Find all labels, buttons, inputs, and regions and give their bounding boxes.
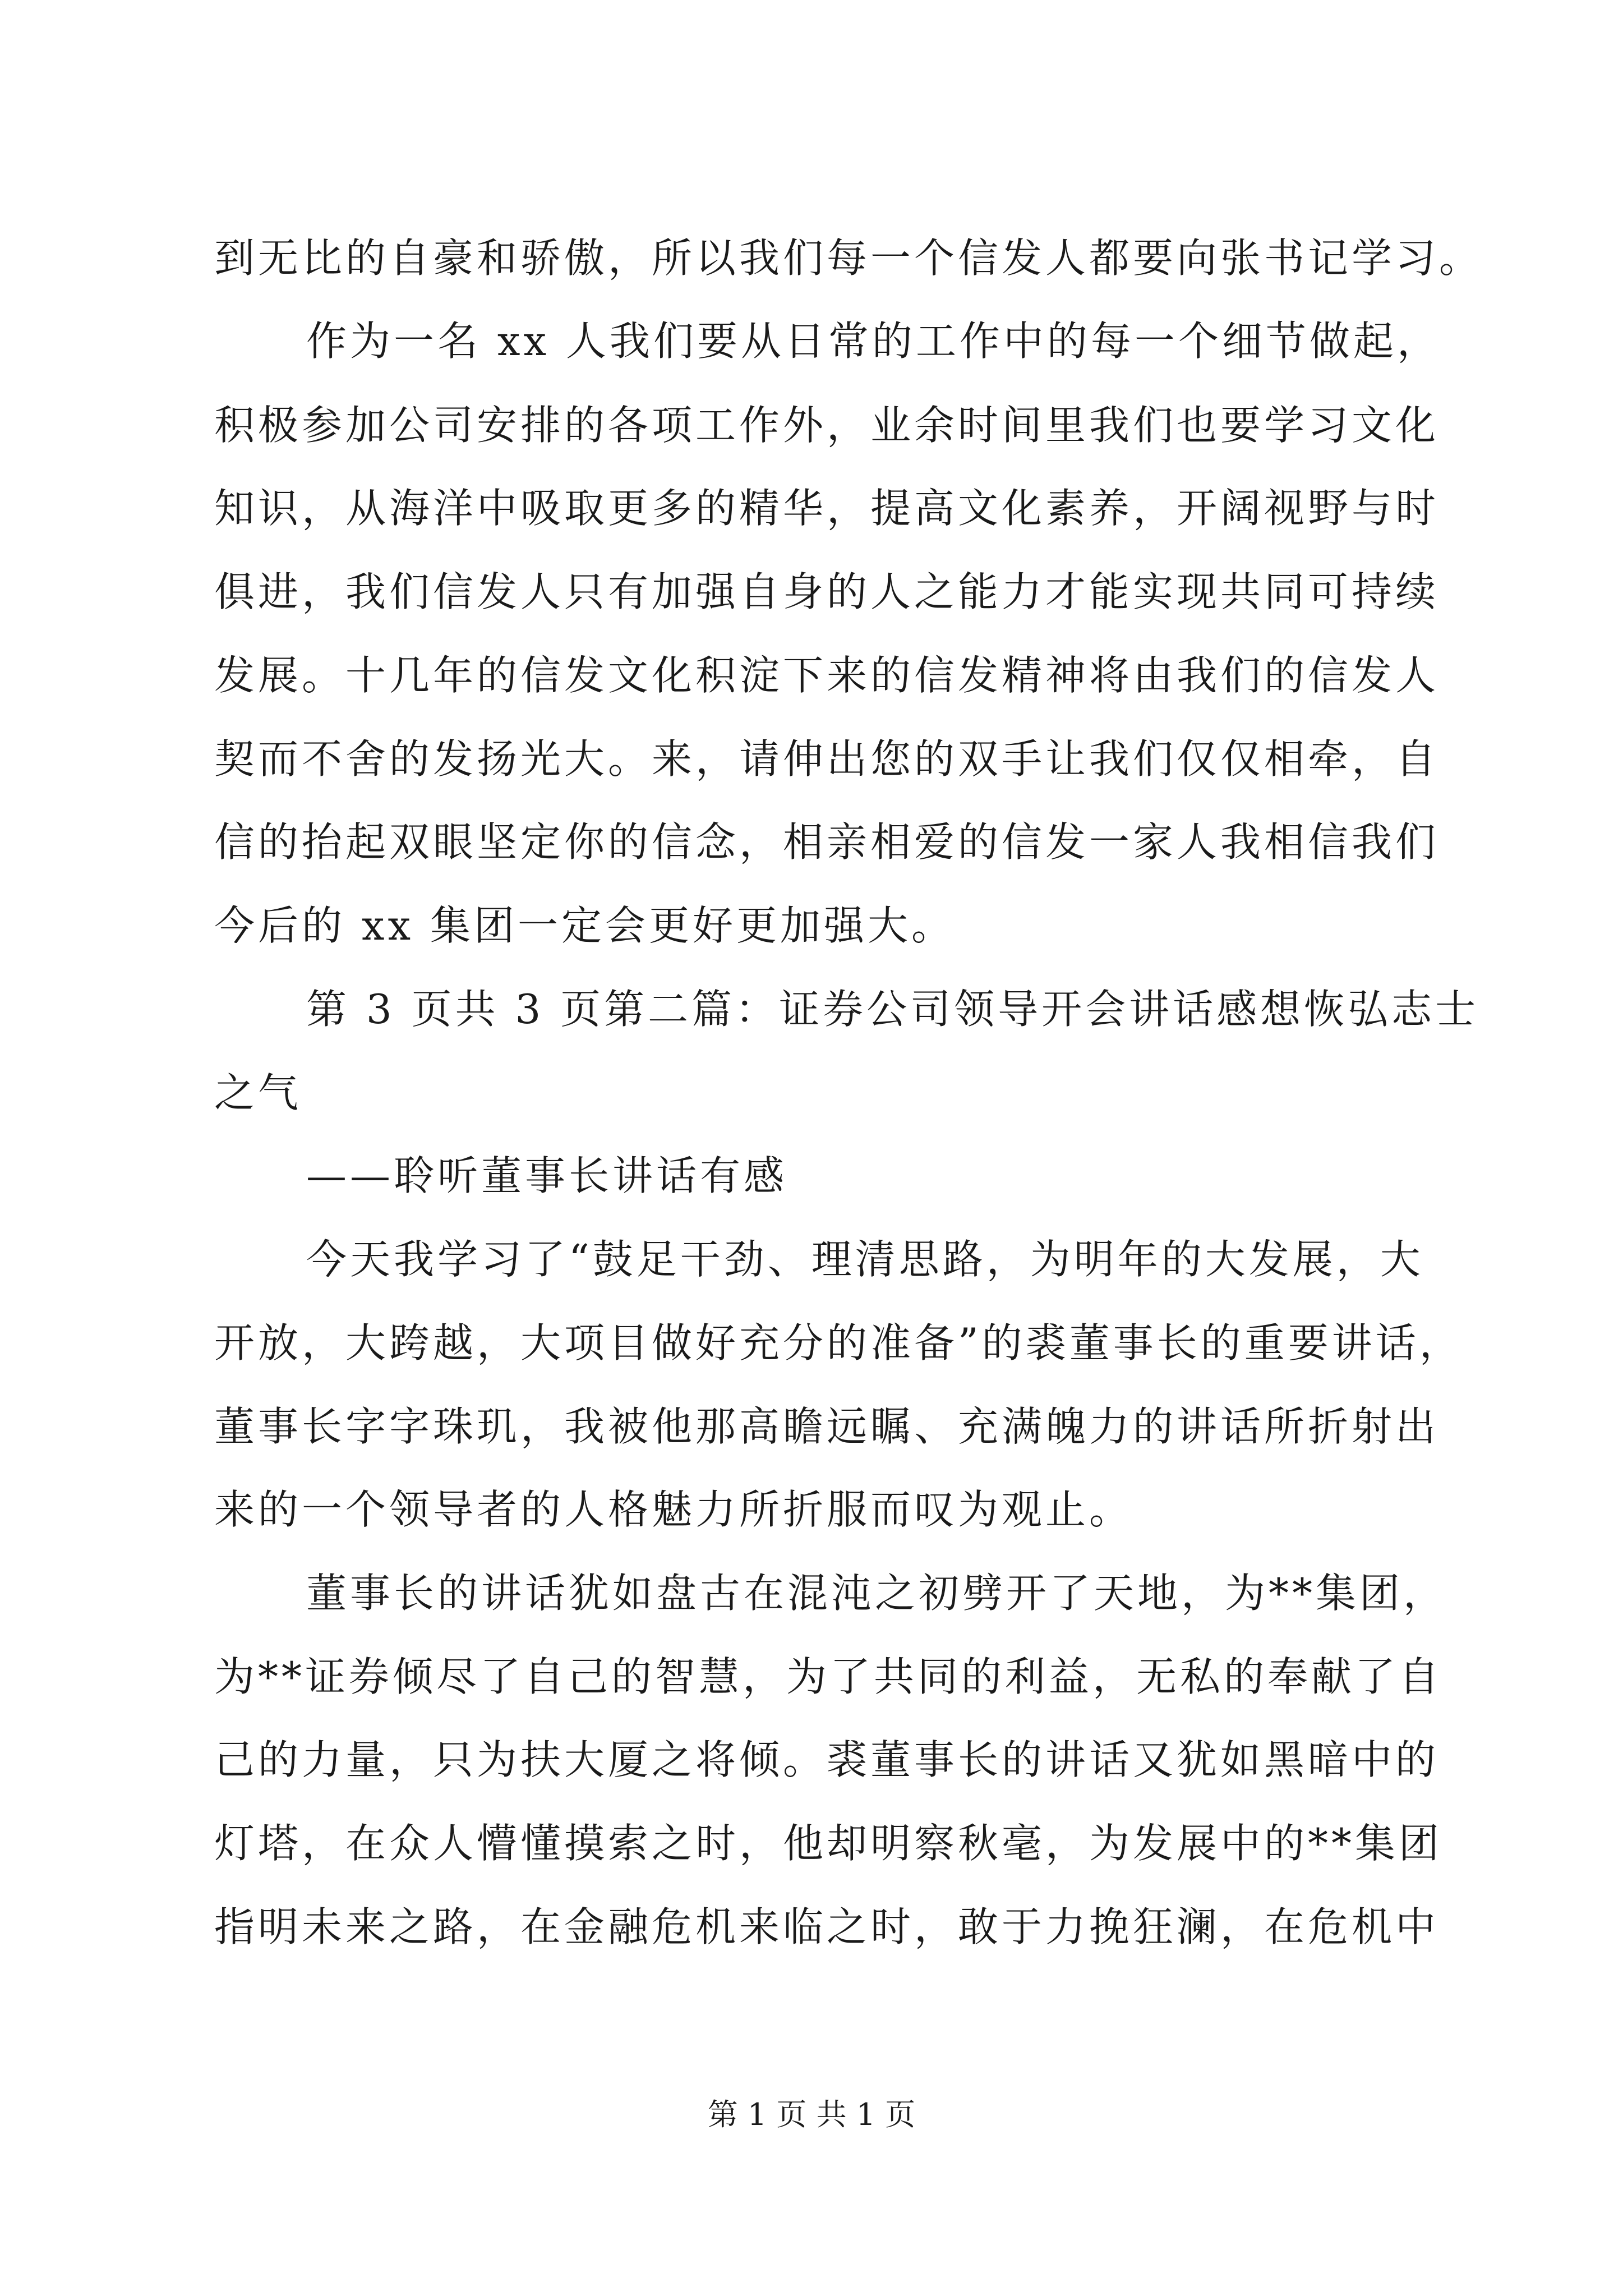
text-line: 己的力量，只为扶大厦之将倾。裘董事长的讲话又犹如黑暗中的 [214,1736,1440,1783]
text-line: 开放，大跨越，大项目做好充分的准备”的裘董事长的重要讲话， [214,1319,1463,1366]
text-line: 信的抬起双眼坚定你的信念，相亲相爱的信发一家人我相信我们 [214,818,1440,866]
text-line: 董事长字字珠玑，我被他那高瞻远瞩、充满魄力的讲话所折射出 [214,1403,1440,1450]
text-line: 契而不舍的发扬光大。来，请伸出您的双手让我们仅仅相牵，自 [214,735,1440,783]
text-line: 今后的 xx 集团一定会更好更加强大。 [214,902,955,949]
text-line: 为**证券倾尽了自己的智慧，为了共同的利益，无私的奉献了自 [214,1653,1443,1700]
text-line: 积极参加公司安排的各项工作外，业余时间里我们也要学习文化 [214,402,1440,449]
text-line: 灯塔，在众人懵懂摸索之时，他却明察秋毫，为发展中的**集团 [214,1820,1443,1867]
text-line: 来的一个领导者的人格魅力所折服而叹为观止。 [214,1486,1133,1533]
section-heading-line: 第 3 页共 3 页第二篇：证券公司领导开会讲话感想恢弘志士 [306,986,1479,1033]
text-line: 知识，从海洋中吸取更多的精华，提高文化素养，开阔视野与时 [214,485,1440,532]
paragraph-start-line: 作为一名 xx 人我们要从日常的工作中的每一个细节做起， [306,318,1441,365]
text-line: 俱进，我们信发人只有加强自身的人之能力才能实现共同可持续 [214,568,1440,615]
paragraph-start-line: 今天我学习了“鼓足干劲、理清思路，为明年的大发展，大 [306,1236,1424,1283]
text-line: 到无比的自豪和骄傲，所以我们每一个信发人都要向张书记学习。 [214,234,1483,282]
section-heading-line: 之气 [214,1069,302,1116]
paragraph-start-line: 董事长的讲话犹如盘古在混沌之初劈开了天地，为**集团， [306,1570,1447,1617]
subtitle-line: ——聆听董事长讲话有感 [306,1152,788,1199]
page-footer: 第 1 页 共 1 页 [707,2097,916,2132]
text-line: 指明未来之路，在金融危机来临之时，敢于力挽狂澜，在危机中 [214,1903,1440,1950]
text-line: 发展。十几年的信发文化积淀下来的信发精神将由我们的信发人 [214,652,1440,699]
